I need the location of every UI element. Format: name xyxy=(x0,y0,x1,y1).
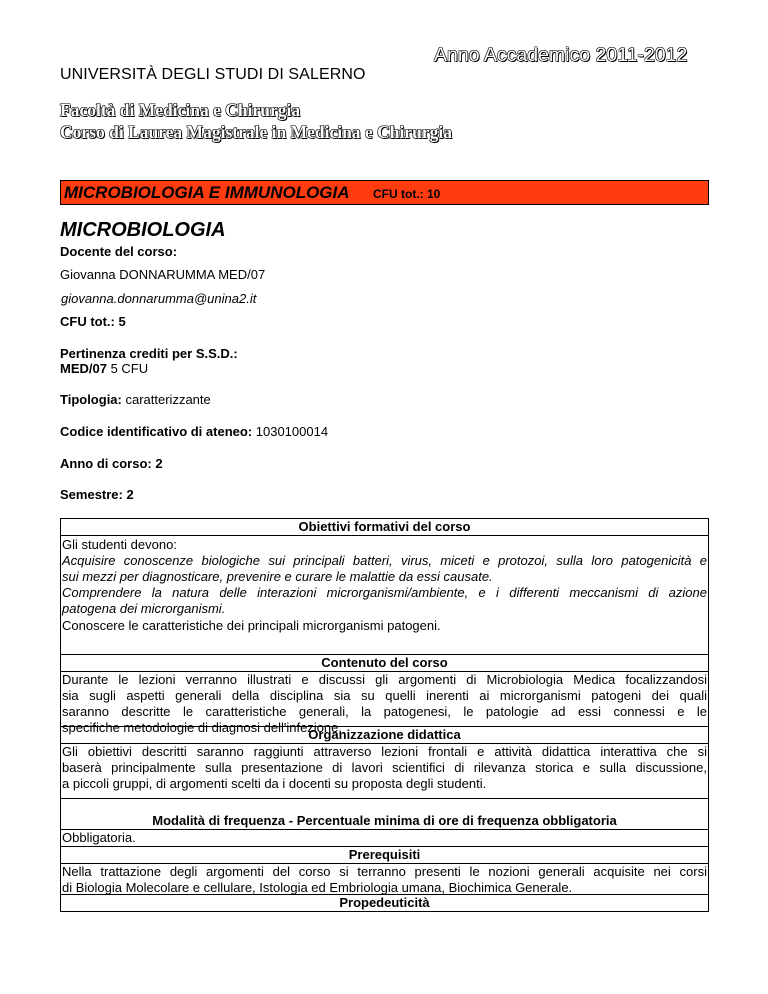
organization-heading: Organizzazione didattica xyxy=(61,727,708,744)
propaedeutics-section xyxy=(60,894,709,912)
banner-title: MICROBIOLOGIA E IMMUNOLOGIA xyxy=(64,183,350,202)
prerequisites-line-2: di Biologia Molecolare e cellulare, Istologia ed Embriologia umana, Biochimica Generale. xyxy=(62,880,573,895)
ssd-row xyxy=(60,361,148,376)
university-name: UNIVERSITÀ DEGLI STUDI DI SALERNO xyxy=(60,66,366,83)
prerequisites-line-1: Nella trattazione degli argomenti del corso si terranno presenti le nozioni generali acquisite nei corsi xyxy=(62,864,707,879)
code-label: Codice identificativo di ateneo: xyxy=(60,424,253,439)
attendance-text: Obbligatoria. xyxy=(62,830,136,845)
course-title: MICROBIOLOGIA xyxy=(60,219,226,241)
ssd-code: MED/07 xyxy=(60,361,107,376)
organization-line-2: baserà principalmente sulla presentazione di lavori scientifici di rilevanza storica e sulla discussione, xyxy=(62,760,707,775)
type-label: Tipologia: xyxy=(60,392,122,407)
content-line-1: Durante le lezioni verranno illustrati e discussi gli argomenti di Microbiologia Medica focalizzandosi xyxy=(62,672,707,687)
type-row xyxy=(60,392,211,407)
ssd-value: 5 CFU xyxy=(106,361,149,376)
banner-cfu: CFU tot.: 10 xyxy=(373,187,441,201)
course-semester: Semestre: 2 xyxy=(60,487,134,502)
degree-name: Corso di Laurea Magistrale in Medicina e Chirurgia xyxy=(60,122,452,142)
content-line-2: sia sugli aspetti generali della disciplina sia su quelli inerenti ai microrganismi patogeni dei quali xyxy=(62,688,707,703)
prerequisites-section xyxy=(60,846,709,894)
ssd-label: Pertinenza crediti per S.S.D.: xyxy=(60,346,238,361)
content-line-3: saranno descritte le caratteristiche generali, la patogenesi, le patologie ad essi connessi e le xyxy=(62,704,707,719)
objectives-heading: Obiettivi formativi del corso xyxy=(61,519,708,536)
objectives-section xyxy=(60,518,709,654)
attendance-section xyxy=(60,798,709,846)
teacher-label: Docente del corso: xyxy=(60,244,178,259)
organization-line-1: Gli obiettivi descritti saranno raggiunti attraverso lezioni frontali e attività didattica interattiva che si xyxy=(62,744,707,759)
attendance-heading: Modalità di frequenza - Percentuale minima di ore di frequenza obbligatoria xyxy=(61,813,708,830)
academic-year: Anno Accademico 2011-2012 xyxy=(434,44,688,66)
objectives-line-4: patogena dei microrganismi. xyxy=(62,601,226,616)
content-heading: Contenuto del corso xyxy=(61,655,708,672)
objectives-intro: Gli studenti devono: xyxy=(62,537,177,552)
objectives-line-3: Comprendere la natura delle interazioni microrganismi/ambiente, e i differenti meccanismi di azione xyxy=(62,585,707,600)
course-year: Anno di corso: 2 xyxy=(60,456,163,471)
objectives-line-1: Acquisire conoscenze biologiche sui principali batteri, virus, miceti e protozoi, sulla loro patogenicità e xyxy=(62,553,707,568)
teacher-name: Giovanna DONNARUMMA MED/07 xyxy=(60,267,266,282)
course-cfu: CFU tot.: 5 xyxy=(60,314,126,329)
type-value: caratterizzante xyxy=(121,392,211,407)
course-banner xyxy=(60,180,709,205)
prerequisites-heading: Prerequisiti xyxy=(61,847,708,864)
organization-line-3: a piccoli gruppi, di argomenti scelti da i docenti su proposta degli studenti. xyxy=(62,776,487,791)
objectives-line-2: sui mezzi per diagnosticare, prevenire e curare le malattie da essi causate. xyxy=(62,569,493,584)
propaedeutics-heading: Propedeuticità xyxy=(61,895,708,912)
content-line-4: specifiche metodologie di diagnosi dell'infezione. xyxy=(62,720,342,735)
code-row xyxy=(60,424,328,439)
code-value: 1030100014 xyxy=(252,424,329,439)
faculty-name: Facoltà di Medicina e Chirurgia xyxy=(60,100,301,120)
objectives-line-5: Conoscere le caratteristiche dei principali microrganismi patogeni. xyxy=(62,618,441,633)
teacher-email[interactable]: giovanna.donnarumma@unina2.it xyxy=(61,291,257,306)
organization-section xyxy=(60,726,709,798)
